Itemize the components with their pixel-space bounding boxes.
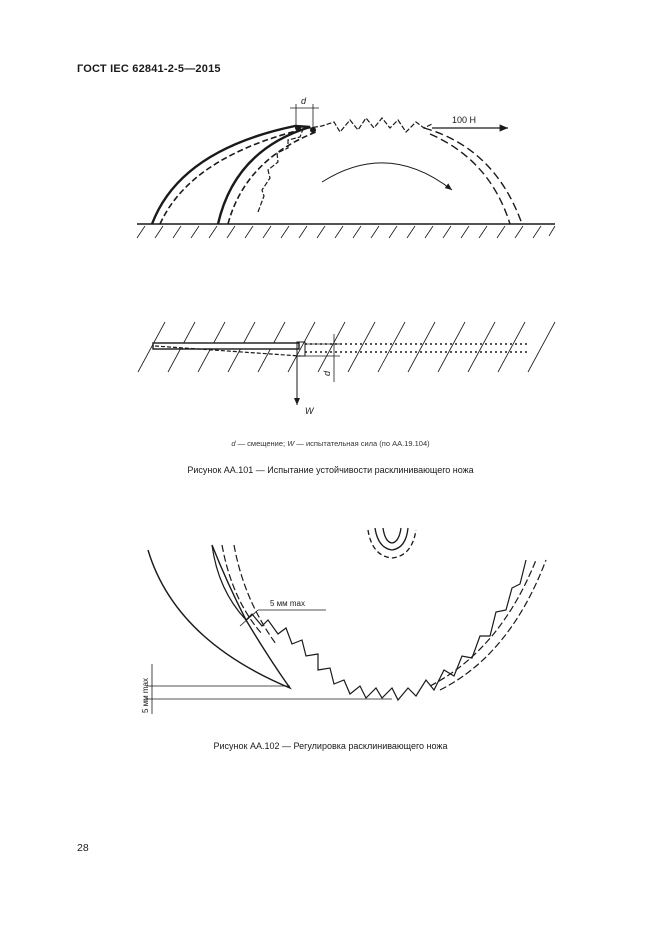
legend-w-symbol: W [287,439,295,448]
saw-blade-top-dotted [305,344,530,352]
saw-blade-teeth-detail [212,545,526,700]
ground-hatching [137,226,555,238]
saw-blade-outline-dashed [222,545,546,690]
legend-d-text: — смещение; [235,439,288,448]
riving-knife-top [153,343,299,349]
dimension-d [290,104,319,128]
w-label: W [305,406,314,416]
figure-aa101-side-view [0,90,661,240]
dimension-d-top-label: d [322,370,332,376]
rotation-arrow [322,163,452,190]
gap-label-side: 5 мм max [141,677,150,713]
saw-blade-outline [424,128,522,224]
dimension-d-label: d [301,96,307,106]
legend-w-text: — испытательная сила (по АА.19.104) [294,439,430,448]
legend-d-symbol: d [231,439,236,448]
saw-blade-teeth [258,118,432,212]
force-label: 100 Н [452,115,477,125]
figure2-caption: Рисунок АА.102 — Регулировка расклинивающего ножа [213,741,448,751]
page-number: 28 [77,842,89,854]
gap-dimension-side [146,664,392,714]
figure-aa101-top-view [0,310,661,430]
figure-aa102-adjustment [0,515,661,735]
riving-knife-outline [152,126,310,224]
standard-header: ГОСТ IEC 62841-2-5—2015 [77,63,221,75]
rotation-center-symbol [368,528,416,558]
figure1-legend [0,439,661,448]
riving-knife-curve [148,545,290,688]
gap-label-top: 5 мм max [270,599,306,608]
figure1-caption: Рисунок АА.101 — Испытание устойчивости расклинивающего ножа [187,465,474,475]
